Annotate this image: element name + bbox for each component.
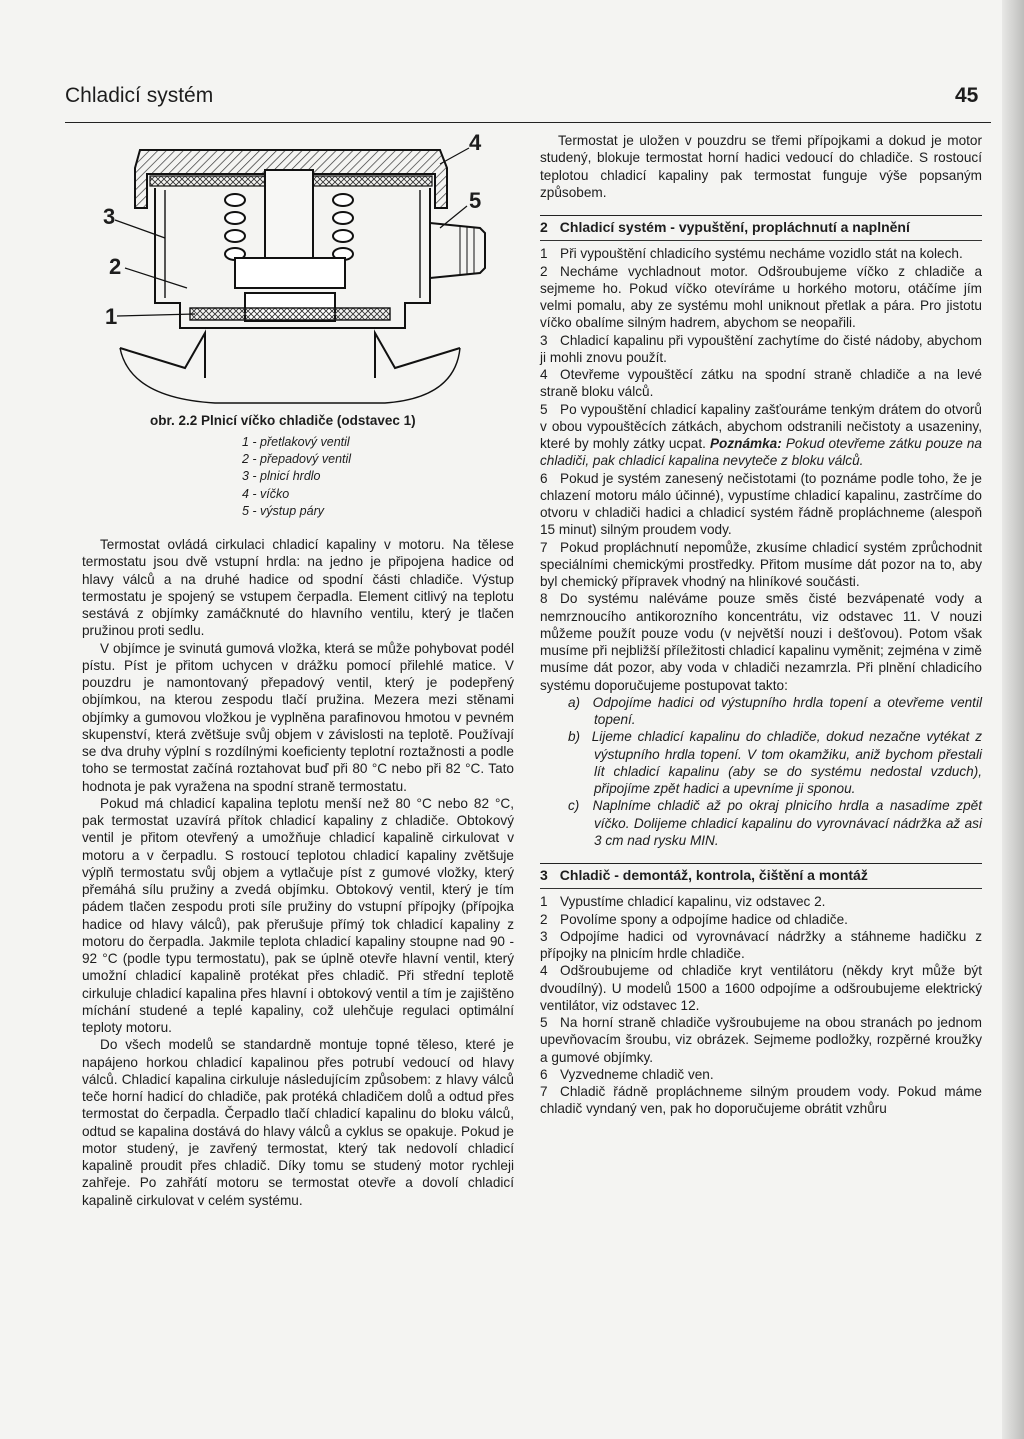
callout-3: 3 <box>103 204 116 229</box>
body-paragraph: Pokud má chladicí kapalina teplotu menší než 80 °C nebo 82 °C, pak termostat uzavírá přítok chladicí kapaliny z chladiče. Obtokový ventil je přitom otevřený a umožňuje chladicí kapalině cirkulovat v motoru a v čerpadlu. S rostoucí teplotou chladicí kapaliny zvětšuje výplň termostatu svůj objem a vytlačuje píst z gumové vložky, který přemáhá sílu pružiny a zvedá objímku. Obtokový ventil, který je tím pádem tlačen zespodu proti síle pružiny do vstupní přípojky (přípojka hadice od hlavy válců), pak přerušuje přímý tok chladicí kapaliny z motoru do čerpadla. Jakmile teplota chladicí kapaliny stoupne nad 90 - 92 °C (podle typu termostatu), pak se úplně otevře hlavní ventil, který umožní chladicí kapalině protékat přes chladič. Při střední teplotě cirkuluje chladicí kapalina přes hlavní i obtokový ventil a tím je zajištěno míchání studené a teplé kapaliny, což ulehčuje regulaci optimální teploty motoru. <box>82 795 514 1035</box>
note-label: Poznámka: <box>709 436 782 451</box>
body-paragraph: V objímce je svinutá gumová vložka, která se může pohybovat podél pístu. Píst je přitom uchycen v drážku pomocí přilehlé matice. V pouzdru je namontovaný přepadový ventil, který je podepřený objímkou, na kterou zespodu tlačí pružina. Mezera mezi stěnami objímky a gumovou vložkou je vyplněna parafinovou hmotou v pevném skupenství, která zvětšuje svůj objem v závislosti na teplotě. Používají se dva druhy výplní s rozdílnými koeficienty teplotní roztažnosti a podle toho se termostat začíná roztahovat buď při 80 °C nebo při 82 °C. Tato hodnota je pak vyražena na spodní straně termostatu. <box>82 640 514 794</box>
section-heading <box>540 863 982 889</box>
leader-3 <box>115 220 165 238</box>
step-item: 6 Vyzvedneme chladič ven. <box>540 1066 714 1082</box>
leader-1 <box>117 314 195 316</box>
page-number: 45 <box>955 84 979 107</box>
legend-item: 3 - plnicí hrdlo <box>242 469 321 484</box>
callout-2: 2 <box>109 254 122 279</box>
section-3-steps <box>540 893 982 1117</box>
step-item: 1 Při vypouštění chladicího systému necháme vozidlo stát na kolech. <box>540 246 963 262</box>
step-item: 5 Na horní straně chladiče vyšroubujeme na obou stranách po jednom upevňovacím šroubu, viz obrázek. Sejmeme podložky, rozpěrné kroužky a gumové objímky. <box>540 1015 982 1065</box>
step-item: 6 Pokud je systém zanesený nečistotami (to poznáme podle toho, že je chlazení motoru málo účinné), vypustíme chladicí kapalinu, zastrčíme do otvoru v chladiči hadici a chladicí systém řádně propláchneme (alespoň 15 minut) silným proudem vody. <box>540 470 982 538</box>
callout-5: 5 <box>469 188 482 213</box>
legend-item: 5 - výstup páry <box>242 503 324 518</box>
steam-outlet <box>430 223 485 278</box>
valve-stem <box>265 170 313 260</box>
section-number: 3 <box>540 867 548 883</box>
legend-item: 2 - přepadový ventil <box>242 452 352 467</box>
substep-item: c) Naplníme chladič až po okraj plnicího hrdla a nasadíme zpět víčko. Dolijeme chladicí kapalinu do vyrovnávací nádržka až asi 3 cm nad rysku MIN. <box>568 798 982 848</box>
page-edge-shadow <box>1002 0 1024 1439</box>
substep-item: b) Lijeme chladicí kapalinu do chladiče, dokud nezačne vytékat z výstupního hrdla topení. V tom okamžiku, aniž bychom přestali lít chladicí kapalinu (aby se do systému nedostal vzduch), připojíme zpět hadici a upevníme ji sponou. <box>568 729 982 796</box>
section-number: 2 <box>540 219 548 235</box>
step-item: 7 Chladič řádně propláchneme silným proudem vody. Pokud máme chladič vyndaný ven, pak ho doporučujeme obrátit vzhůru <box>540 1084 982 1117</box>
callout-1: 1 <box>105 304 118 329</box>
neck-flare <box>120 333 460 378</box>
section-title: Chladič - demontáž, kontrola, čištění a montáž <box>559 867 868 883</box>
step-item: 4 Odšroubujeme od chladiče kryt ventilátoru (někdy kryt může být dvoudílný). U modelů 1500 a 1600 odpojíme a odšroubujeme elektrický ventilátor, viz odstavec 12. <box>540 963 982 1013</box>
step-item: 7 Pokud propláchnutí nepomůže, zkusíme chladicí systém zprůchodnit speciálními chemickými prostředky. Přitom musíme dát pozor na to, aby byl chemický přípravek vhodný na hliníkové součásti. <box>540 539 982 589</box>
note-text: Pokud otevřeme zátku pouze na chladiči, pak chladicí kapalina nevyteče z bloku válců. <box>540 436 982 469</box>
pressure-valve-seal <box>190 308 390 320</box>
legend-item: 4 - víčko <box>242 486 290 501</box>
caption-title: obr. 2.2 Plnicí víčko chladiče (odstavec 1) <box>150 413 416 428</box>
leader-4 <box>440 148 469 164</box>
intro-paragraph: Termostat je uložen v pouzdru se třemi přípojkami a dokud je motor studený, blokuje termostat horní hadici vedoucí do chladiče. S rostoucí teplotou chladicí kapaliny pak termostat funguje výše popsaným způsobem. <box>540 133 982 200</box>
body-paragraph: Do všech modelů se standardně montuje topné těleso, které je napájeno horkou chladicí kapalinou přes potrubí vedoucí od hlavy válců. Chladicí kapalina cirkuluje následujícím způsobem: z hlavy válců teče horní hadicí do chladiče, pak protéká chladičem dolů a odtud přes termostat do čerpadla. Čerpadlo tlačí chladicí kapalinu do bloku válců, odtud se kapalina dostává do hlavy válců a cyklus se opakuje. Pokud je motor studený, je zavřený termostat, který tak nedovolí chladicí kapalině proudit přes chladič. Díky tomu se studený motor rychleji zahřeje. Po zahřátí motoru se termostat otevře a dovolí chladicí kapalině cirkulovat v celém systému. <box>82 1037 514 1208</box>
running-header-title: Chladicí systém <box>65 84 214 107</box>
step-item: 1 Vypustíme chladicí kapalinu, viz odstavec 2. <box>540 894 826 910</box>
body-paragraph: Termostat ovládá cirkulaci chladicí kapaliny v motoru. Na tělese termostatu jsou dvě vstupní hrdla: na jedno je připojena hadice od hlavy válců a na druhé hadice od spodní části chladiče. Výstup termostatu je spojený se vstupem čerpadla. Element citlivý na teplotu sestává z objímky zamáčknuté do hlavního ventilu, který je tlačen pružinou proti sedlu. <box>82 537 514 639</box>
legend-item: 1 - přetlakový ventil <box>242 435 350 449</box>
radiator-cap-drawing <box>95 128 515 418</box>
radiator-cap-figure <box>95 128 515 418</box>
fill-substeps <box>540 694 982 849</box>
step-item: 3 Chladicí kapalinu při vypouštění zachytíme do čisté nádoby, abychom ji mohli znovu použít. <box>540 332 982 365</box>
figure-caption <box>150 413 510 520</box>
section-3 <box>540 863 982 1118</box>
section-title: Chladicí systém - vypuštění, propláchnutí a naplnění <box>559 219 910 235</box>
right-column <box>540 132 982 1118</box>
step-item: 3 Odpojíme hadici od vyrovnávací nádržky a stáhneme hadičku z přípojky na plnicím hrdle chladiče. <box>540 928 982 961</box>
section-heading <box>540 215 982 241</box>
step-item: 2 Povolíme spony a odpojíme hadice od chladiče. <box>540 911 848 927</box>
step-item: 4 Otevřeme vypouštěcí zátku na spodní straně chladiče a na levé straně bloku válců. <box>540 367 982 400</box>
left-column <box>82 536 514 1209</box>
header-rule <box>65 122 991 123</box>
figure-legend <box>150 434 510 520</box>
step-item: 5 Po vypouštění chladicí kapaliny zašťouráme tenkým drátem do otvorů v obou vypouštěcích zátkách, abychom odstranili nečistoty a usazeniny, které by mohly zátky ucpat. Poznámka: Pokud otevřeme zátku pouze na chladiči, pak chladicí kapalina nevyteče z bloku válců. <box>540 401 982 469</box>
substep-item: a) Odpojíme hadici od výstupního hrdla topení a otevřeme ventil topení. <box>568 694 983 727</box>
callout-4: 4 <box>469 130 482 155</box>
section-2 <box>540 215 982 849</box>
section-2-steps <box>540 245 982 694</box>
step-item: 8 Do systému naléváme pouze směs čisté bezvápenaté vody a nemrznoucího antikorozního koncentrátu, viz odstavec 11. V nouzi můžeme použít pouze vodu (v největší nouzi i dešťovou). Potom však musíme při nejbližší příležitosti chladicí kapalinu vyměnit; zejména v zimě musíme dát pozor, aby voda v chladiči nezamrzla. Při plnění chladicího systému doporučujeme postupovat takto: <box>540 591 982 693</box>
step-item: 2 Necháme vychladnout motor. Odšroubujeme víčko z chladiče a sejmeme ho. Pokud víčko otevíráme u horkého motoru, otáčíme jím velmi pomalu, aby ze systému mohl uniknout přetlak a pára. Pro jistotu víčko obalíme silným hadrem, abychom se neopařili. <box>540 263 982 331</box>
